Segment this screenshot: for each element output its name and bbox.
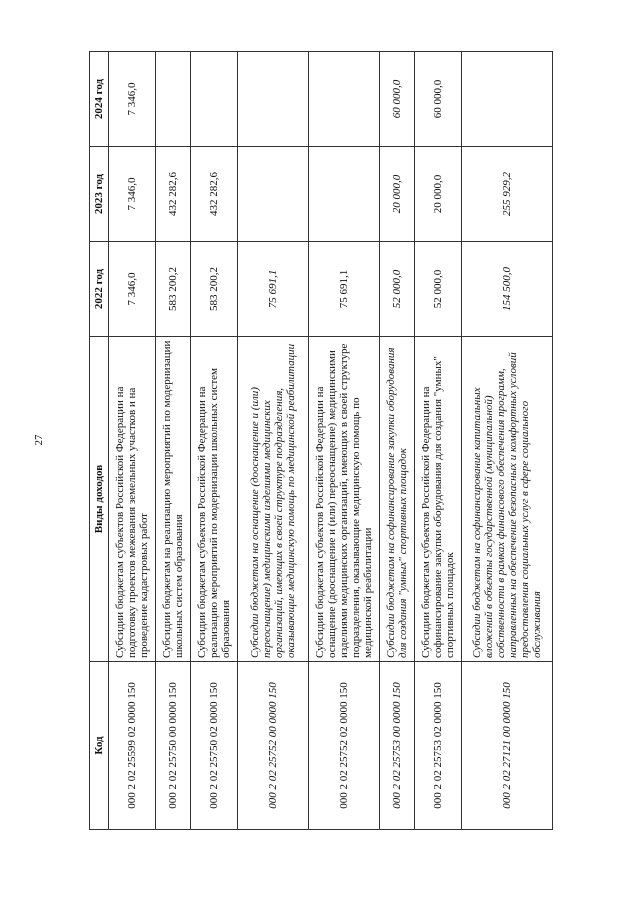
header-2023: 2023 год <box>90 147 109 242</box>
table-row <box>109 52 156 830</box>
row-value-2023: 432 282,6 <box>156 147 191 242</box>
row-value-2024 <box>238 52 309 147</box>
row-value-2024: 7 346,0 <box>109 52 156 147</box>
row-code: 000 2 02 25752 00 0000 150 <box>238 662 309 830</box>
header-2024: 2024 год <box>90 52 109 147</box>
row-value-2023 <box>238 147 309 242</box>
row-value-2024: 60 000,0 <box>380 52 415 147</box>
row-value-2022: 52 000,0 <box>415 242 462 337</box>
table-row <box>191 52 238 830</box>
row-value-2023: 20 000,0 <box>415 147 462 242</box>
row-value-2022: 154 500,0 <box>462 242 553 337</box>
row-value-2024 <box>156 52 191 147</box>
row-value-2023: 432 282,6 <box>191 147 238 242</box>
row-description: Субсидии бюджетам на оснащение (дооснащение и (или) переоснащение) медицинскими изделиями медицинских организаций, имеющих в своей структуре подразделения, оказывающие медицинскую помощь по медицинской реабилитации <box>238 337 309 662</box>
row-code: 000 2 02 25599 02 0000 150 <box>109 662 156 830</box>
header-type: Виды доходов <box>90 337 109 662</box>
row-value-2023: 7 346,0 <box>109 147 156 242</box>
row-value-2024 <box>309 52 380 147</box>
row-value-2022: 52 000,0 <box>380 242 415 337</box>
table-row <box>380 52 415 830</box>
row-code: 000 2 02 25753 02 0000 150 <box>415 662 462 830</box>
row-value-2022: 75 691,1 <box>309 242 380 337</box>
row-description: Субсидии бюджетам субъектов Российской Федерации на оснащение (дооснащение и (или) переоснащение) медицинскими изделиями медицинских организаций, имеющих в своей структуре подразделения, оказывающие медицинскую помощь по медицинской реабилитации <box>309 337 380 662</box>
row-code: 000 2 02 25752 02 0000 150 <box>309 662 380 830</box>
row-value-2023 <box>309 147 380 242</box>
revenue-table <box>89 51 553 830</box>
table-header-row <box>90 52 109 830</box>
row-value-2024 <box>462 52 553 147</box>
row-code: 000 2 02 25750 00 0000 150 <box>156 662 191 830</box>
page-number: 27 <box>33 434 45 446</box>
row-description: Субсидии бюджетам на реализацию мероприятий по модернизации школьных систем образования <box>156 337 191 662</box>
table-row <box>238 52 309 830</box>
row-value-2024 <box>191 52 238 147</box>
table-row <box>462 52 553 830</box>
row-value-2022: 583 200,2 <box>191 242 238 337</box>
header-code: Код <box>90 662 109 830</box>
row-code: 000 2 02 27121 00 0000 150 <box>462 662 553 830</box>
row-description: Субсидии бюджетам на софинансирование капитальных вложений в объекты государственной (муниципальной) собственности в рамках финансового обеспечения программ, направленных на обеспечение безопасных и комфортных условий предоставления социальных услуг в сфере социального обслуживания <box>462 337 553 662</box>
row-description: Субсидии бюджетам субъектов Российской Федерации на реализацию мероприятий по модернизации школьных систем образования <box>191 337 238 662</box>
row-description: Субсидии бюджетам субъектов Российской Федерации на софинансирование закупки оборудования для создания "умных" спортивных площадок <box>415 337 462 662</box>
table-row <box>309 52 380 830</box>
row-value-2022: 75 691,1 <box>238 242 309 337</box>
row-value-2023: 20 000,0 <box>380 147 415 242</box>
row-value-2022: 7 346,0 <box>109 242 156 337</box>
row-value-2023: 255 929,2 <box>462 147 553 242</box>
row-code: 000 2 02 25750 02 0000 150 <box>191 662 238 830</box>
row-value-2024: 60 000,0 <box>415 52 462 147</box>
row-description: Субсидии бюджетам субъектов Российской Федерации на подготовку проектов межевания земельных участков и на проведение кадастровых работ <box>109 337 156 662</box>
header-2022: 2022 год <box>90 242 109 337</box>
table-row <box>415 52 462 830</box>
table-row <box>156 52 191 830</box>
row-code: 000 2 02 25753 00 0000 150 <box>380 662 415 830</box>
row-value-2022: 583 200,2 <box>156 242 191 337</box>
row-description: Субсидии бюджетам на софинансирование закупки оборудования для создания "умных" спортивных площадок <box>380 337 415 662</box>
